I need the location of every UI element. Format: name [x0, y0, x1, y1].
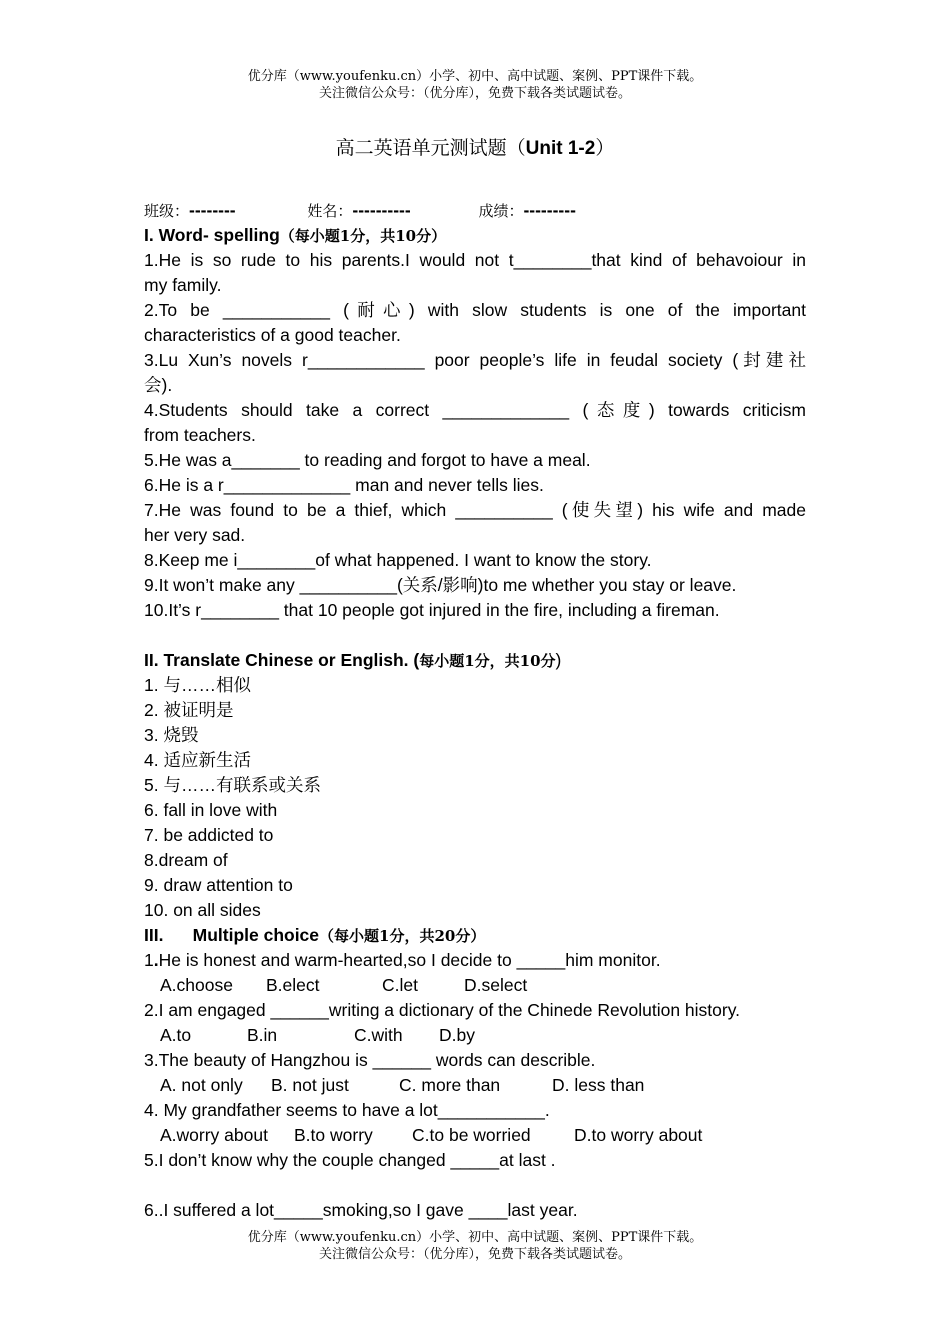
option-a: A. not only — [160, 1075, 243, 1095]
q4-line-1: 4.Students should take a correct _____________ (态度) towards criticism — [144, 400, 806, 420]
q5-line: 5.He was a_______ to reading and forgot to have a meal. — [144, 450, 591, 470]
translate-item-7: 7. be addicted to — [144, 825, 274, 845]
translate-item-8: 8.dream of — [144, 850, 228, 870]
section-2-heading: II. Translate Chinese or English. (每小题1分，共10分) — [144, 650, 562, 670]
score-blank: --------- — [523, 200, 576, 220]
mc-q2: 2.I am engaged ______writing a dictionary of the Chinede Revolution history. — [144, 1000, 741, 1020]
option-b: B.to worry — [294, 1125, 373, 1145]
option-c: C.let — [382, 975, 418, 995]
option-d: D. less than — [552, 1075, 645, 1095]
exam-body — [144, 198, 806, 1223]
section-1-heading: I. Word- spelling（每小题1分，共10分） — [144, 225, 447, 245]
translate-item-10: 10. on all sides — [144, 900, 261, 920]
page-footer — [0, 1229, 950, 1263]
mc-q2-options — [144, 1023, 806, 1048]
score-label: 成绩： — [478, 202, 524, 220]
page-title — [0, 134, 950, 163]
translate-item-9: 9. draw attention to — [144, 875, 293, 895]
mc-q1: 1.He is honest and warm-hearted,so I decide to _____him monitor. — [144, 950, 661, 970]
option-b: B. not just — [271, 1075, 349, 1095]
mc-q3-options — [144, 1073, 806, 1098]
q10-line: 10.It’s r________ that 10 people got injured in the fire, including a fireman. — [144, 600, 720, 620]
option-c: C.to be worried — [412, 1125, 531, 1145]
header-line-2: 关注微信公众号：（优分库），免费下载各类试题试卷。 — [318, 86, 631, 101]
option-d: D.to worry about — [574, 1125, 703, 1145]
footer-line-1: 优分库（www.youfenku.cn）小学、初中、高中试题、案例、PPT课件下载。 — [247, 1230, 703, 1245]
option-a: A.choose — [160, 975, 233, 995]
q1-line-2: my family. — [144, 275, 222, 295]
translate-item-6: 6. fall in love with — [144, 800, 278, 820]
mc-q5-options — [144, 1173, 806, 1198]
q6-line: 6.He is a r_____________ man and never tells lies. — [144, 475, 544, 495]
q2-line-1: 2.To be ___________ (耐心) with slow students is one of the important — [144, 300, 806, 320]
q7-line-2: her very sad. — [144, 525, 246, 545]
option-a: A.to — [160, 1025, 192, 1045]
mc-q1-options — [144, 973, 806, 998]
mc-q6: 6..I suffered a lot_____smoking,so I gave ____last year. — [144, 1200, 578, 1220]
name-label: 姓名： — [307, 202, 353, 220]
q3-line-1: 3.Lu Xun’s novels r____________ poor people’s life in feudal society (封建社 — [144, 350, 806, 370]
page-header — [0, 68, 950, 102]
footer-line-2: 关注微信公众号：（优分库），免费下载各类试题试卷。 — [318, 1247, 631, 1262]
title-cn: 高二英语单元测试题（ — [335, 137, 526, 159]
mc-q3: 3.The beauty of Hangzhou is ______ words can describle. — [144, 1050, 596, 1070]
mc-q4: 4. My grandfather seems to have a lot___________. — [144, 1100, 550, 1120]
option-b: B.in — [247, 1025, 278, 1045]
header-line-1: 优分库（www.youfenku.cn）小学、初中、高中试题、案例、PPT课件下载。 — [247, 69, 703, 84]
q2-line-2: characteristics of a good teacher. — [144, 325, 401, 345]
mc-q5: 5.I don’t know why the couple changed _____at last . — [144, 1150, 556, 1170]
option-b: B.elect — [266, 975, 320, 995]
option-c: C. more than — [399, 1075, 501, 1095]
class-blank: -------- — [189, 200, 236, 220]
name-blank: ---------- — [352, 200, 411, 220]
title-close: ） — [595, 137, 615, 159]
translate-item-4: 4. 适应新生活 — [144, 750, 251, 770]
option-d: D.by — [439, 1025, 475, 1045]
translate-item-1: 1. 与……相似 — [144, 675, 251, 695]
q4-line-2: from teachers. — [144, 425, 256, 445]
title-unit: Unit 1-2 — [525, 138, 596, 159]
translate-item-3: 3. 烧毁 — [144, 725, 199, 745]
translate-item-2: 2. 被证明是 — [144, 700, 234, 720]
q1-line-1: 1.He is so rude to his parents.I would not t________that kind of behavoiour in — [144, 250, 806, 270]
mc-q4-options — [144, 1123, 806, 1148]
class-label: 班级： — [144, 202, 190, 220]
student-info-row — [144, 198, 806, 223]
q8-line: 8.Keep me i________of what happened. I want to know the story. — [144, 550, 652, 570]
q3-line-2: 会). — [144, 375, 173, 395]
option-d: D.select — [464, 975, 528, 995]
option-a: A.worry about — [160, 1125, 268, 1145]
option-c: C.with — [354, 1025, 403, 1045]
section-3-heading: III. Multiple choice（每小题1分，共20分） — [144, 925, 486, 945]
translate-item-5: 5. 与……有联系或关系 — [144, 775, 321, 795]
q9-line: 9.It won’t make any __________(关系/影响)to me whether you stay or leave. — [144, 575, 737, 595]
q7-line-1: 7.He was found to be a thief, which __________ (使失望) his wife and made — [144, 500, 806, 520]
